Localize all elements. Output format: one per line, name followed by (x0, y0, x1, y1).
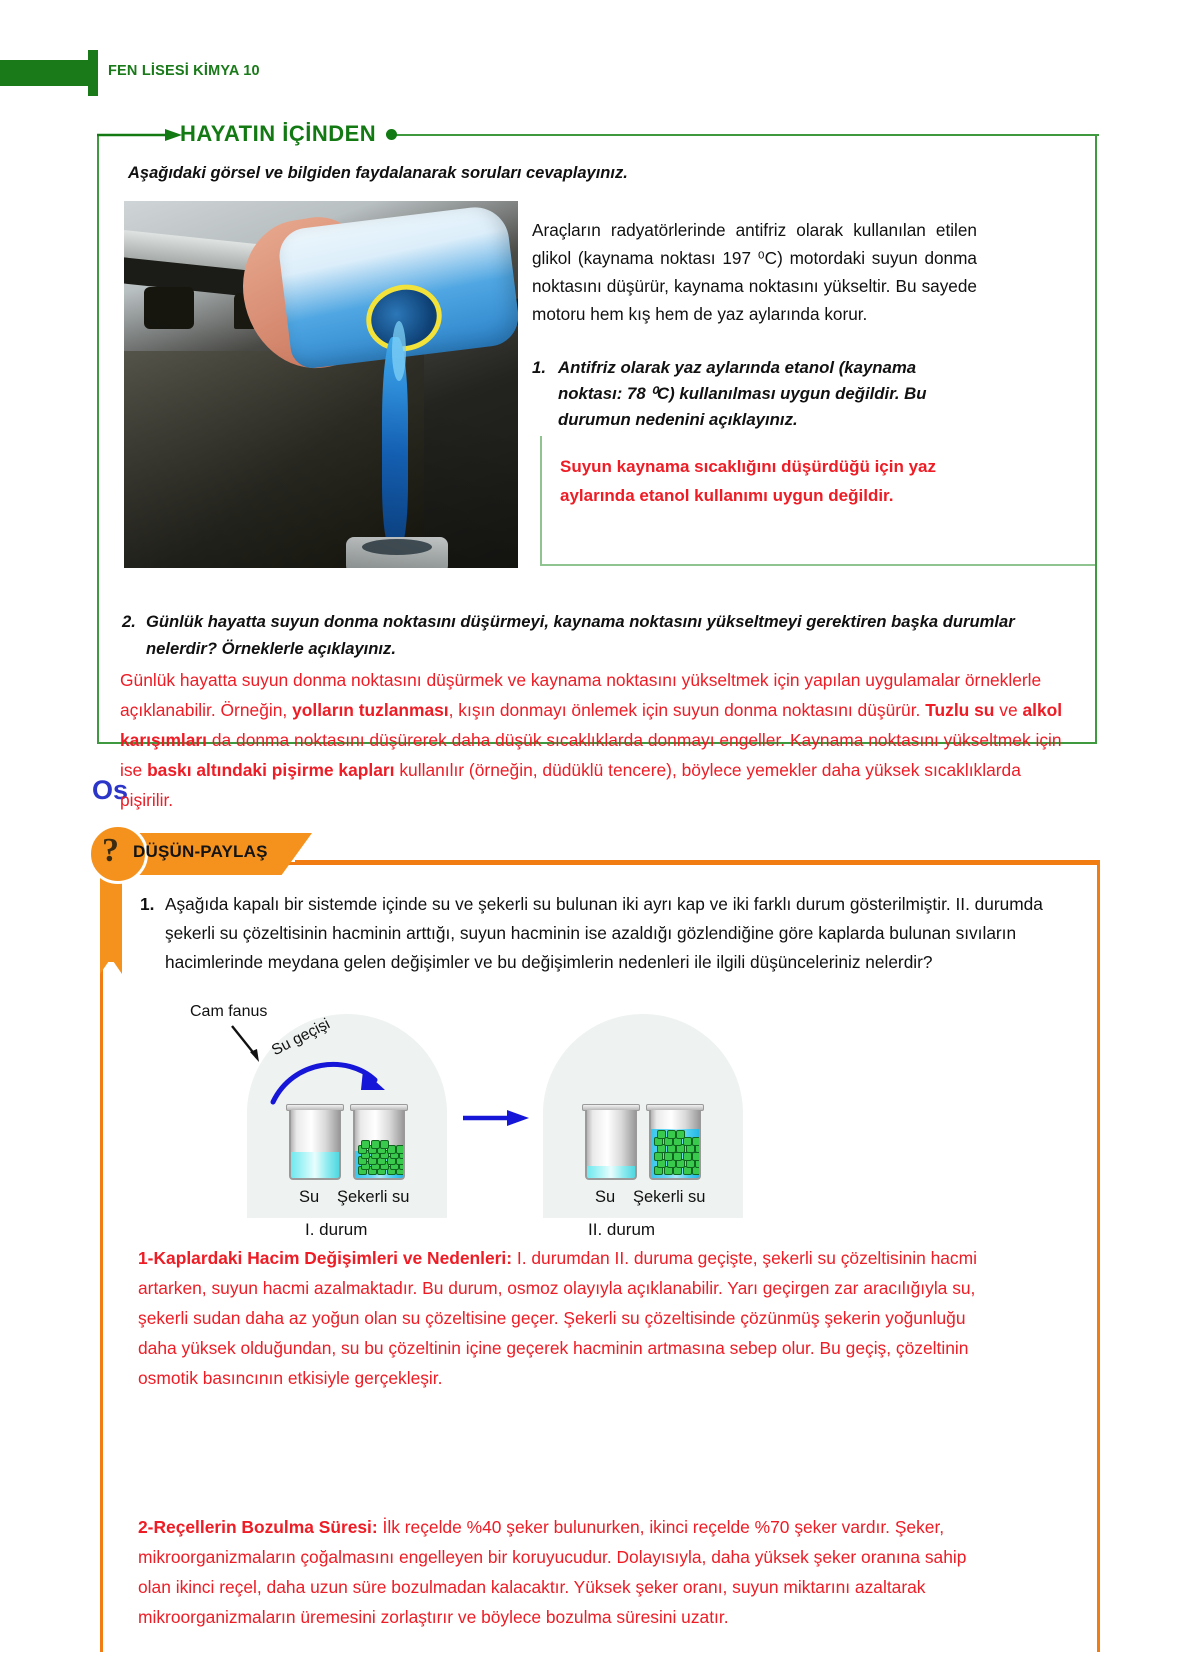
water-level-state-2 (587, 1166, 635, 1178)
dp-question-1-number: 1. (140, 894, 155, 914)
answer-run: kullanılır (örneğin, düdüklü tencere), böylece yemekler daha yüksek sıcaklıklarda pişirilir. (120, 760, 1021, 810)
answer-block-body: İlk reçelde %40 şeker bulunurken, ikinci reçelde %70 şeker vardır. Şeker, mikroorganizmaların çoğalmasını engelleyen bir koruyucudur. Dolayısıyla, daha yüksek şeker oranına sahip olan ikinci reçel, daha uzun süre bozulmadan kalacaktır. Yüksek şeker oranı, suyun miktarını azaltarak mikroorganizmaların üremesini zorlaştırır ve böylece bozulma süresini uzatır. (138, 1517, 967, 1627)
sugar-particle (371, 1140, 380, 1149)
answer-1-text: Suyun kaynama sıcaklığını düşürdüğü için yaz aylarında etanol kullanımı uygun değildir. (560, 457, 936, 505)
cam-fanus-label: Cam fanus (190, 1003, 268, 1020)
answer-run: , kışın donmayı önlemek için suyun donma noktasını düşürür. (448, 700, 926, 720)
answer-run: ve (994, 700, 1023, 720)
sugar-solution-level-state-2 (651, 1129, 699, 1178)
water-level-state-1 (291, 1152, 339, 1178)
question-2 (122, 608, 1082, 662)
sugar-particle (676, 1130, 685, 1139)
emphasis-term: yolların tuzlanması (292, 700, 449, 720)
beaker-label-su-state-2: Su (595, 1188, 616, 1206)
answer-block-1 (138, 1243, 998, 1393)
state-2-caption: II. durum (588, 1220, 656, 1239)
answer-2-text (120, 665, 1075, 815)
dusun-paylas-label: DÜŞÜN-PAYLAŞ (133, 842, 268, 861)
beaker-label-sekerli-su-state-1: Şekerli su (337, 1188, 410, 1206)
sugar-particle (692, 1137, 701, 1146)
emphasis-term: baskı altındaki pişirme kapları (147, 760, 395, 780)
question-mark-glyph: ? (102, 832, 119, 869)
sugar-particle (396, 1145, 405, 1154)
sugar-particle (361, 1140, 370, 1149)
sugar-particle (667, 1130, 676, 1139)
question-1-number: 1. (532, 358, 546, 377)
answer-run: Günlük hayatta suyun donma noktasını düşürmek ve kaynama noktasını yükseltmek için yapılan uygulamalar örneklerle açıklanabilir. Örneğin, (120, 670, 1042, 720)
section-title-hayatin-icinden: HAYATIN İÇİNDEN (180, 121, 377, 146)
answer-block-heading: 2-Reçellerin Bozulma Süresi: (138, 1517, 378, 1537)
beaker-sugar-state-1 (353, 1110, 405, 1180)
sugar-particle (657, 1130, 666, 1139)
section-dot-marker (386, 129, 397, 140)
question-1-text: Antifriz olarak yaz aylarında etanol (kaynama noktası: 78 ⁰C) kullanılması uygun değildir. Bu durumun nedenini açıklayınız. (558, 358, 927, 429)
sugar-particle (380, 1140, 389, 1149)
header-green-tab (88, 50, 98, 96)
beaker-label-su-state-1: Su (299, 1188, 320, 1206)
section-intro-text: Aşağıdaki görsel ve bilgiden faydalanarak soruları cevaplayınız. (128, 164, 628, 182)
question-2-number: 2. (122, 612, 136, 631)
beaker-label-sekerli-su-state-2: Şekerli su (633, 1188, 706, 1206)
emphasis-term: Tuzlu su (925, 700, 995, 720)
question-2-text: Günlük hayatta suyun donma noktasını düşürmeyi, kaynama noktasını yükseltmeyi gerektiren başka durumlar nelerdir? Örneklerle açıklayınız. (146, 612, 1015, 658)
section-rule-right (395, 134, 1099, 136)
answer-block-heading: 1-Kaplardaki Hacim Değişimleri ve Nedenleri: (138, 1248, 513, 1268)
dp-question-1-text: Aşağıda kapalı bir sistemde içinde su ve şekerli su bulunan iki ayrı kap ve iki farklı durum gösterilmiştir. II. durumda şekerli su çözeltisinin hacminin arttığı, suyun hacminin ise azaldığı gözlendiğine göre kaplarda bulunan sıvıların hacimlerinde meydana gelen değişimler ve bu değişimlerin nedenleri ile ilgili düşünceleriniz nelerdir? (165, 894, 1043, 972)
dusun-paylas-question-1 (140, 890, 1080, 977)
answer-block-body: I. durumdan II. duruma geçişte, şekerli su çözeltisinin hacmi artarken, suyun hacmi azalmaktadır. Bu durum, osmoz olayıyla açıklanabilir. Yarı geçirgen zar aracılığıyla su, şekerli sudan daha az yoğun olan su çözeltisine geçer. Şekerli su çözeltisinde çözünmüş şekerin yoğunluğu daha yüksek olduğundan, su bu çözeltinin içine geçerek hacminin artmasına sebep olur. Bu geçiş, çözeltinin osmotik basıncının etkisiyle gerçekleşir. (138, 1248, 977, 1388)
dusun-paylas-left-point (100, 958, 122, 974)
beaker-water-state-1 (289, 1110, 341, 1180)
beaker-sugar-state-2 (649, 1110, 701, 1180)
running-title: FEN LİSESİ KİMYA 10 (108, 63, 260, 79)
transition-arrow-icon (463, 1108, 529, 1128)
state-1-caption: I. durum (305, 1220, 368, 1239)
answer-block-2 (138, 1512, 998, 1632)
question-1 (532, 355, 982, 433)
intro-paragraph: Araçların radyatörlerinde antifriz olarak kullanılan etilen glikol (kaynama noktası 197 ⁰C) motordaki suyun donma noktasını düşürür, kaynama noktasını yükseltir. Bu sayede motoru hem kış hem de yaz aylarında korur. (532, 220, 977, 324)
osmosis-diagram (185, 1000, 745, 1245)
glass-dome-base-state-2 (543, 1150, 743, 1218)
ghost-heading-osmoz: Os (92, 775, 129, 805)
sugar-solution-level-state-1 (355, 1151, 403, 1178)
answer-run: da donma noktasını düşürerek daha düşük sıcaklıklarda donmayı engeller. Kaynama noktasını yükseltmek için ise (120, 730, 1062, 780)
emphasis-term: alkol karışımları (120, 700, 1063, 750)
section-arrow-icon (97, 128, 182, 142)
antifreeze-photo (124, 201, 518, 568)
dusun-paylas-rule (295, 860, 1100, 863)
su-gecisi-label: Su geçişi (269, 1015, 333, 1060)
header-green-bar (0, 60, 88, 86)
glass-dome-base-state-1 (247, 1150, 447, 1218)
beaker-water-state-2 (585, 1110, 637, 1180)
